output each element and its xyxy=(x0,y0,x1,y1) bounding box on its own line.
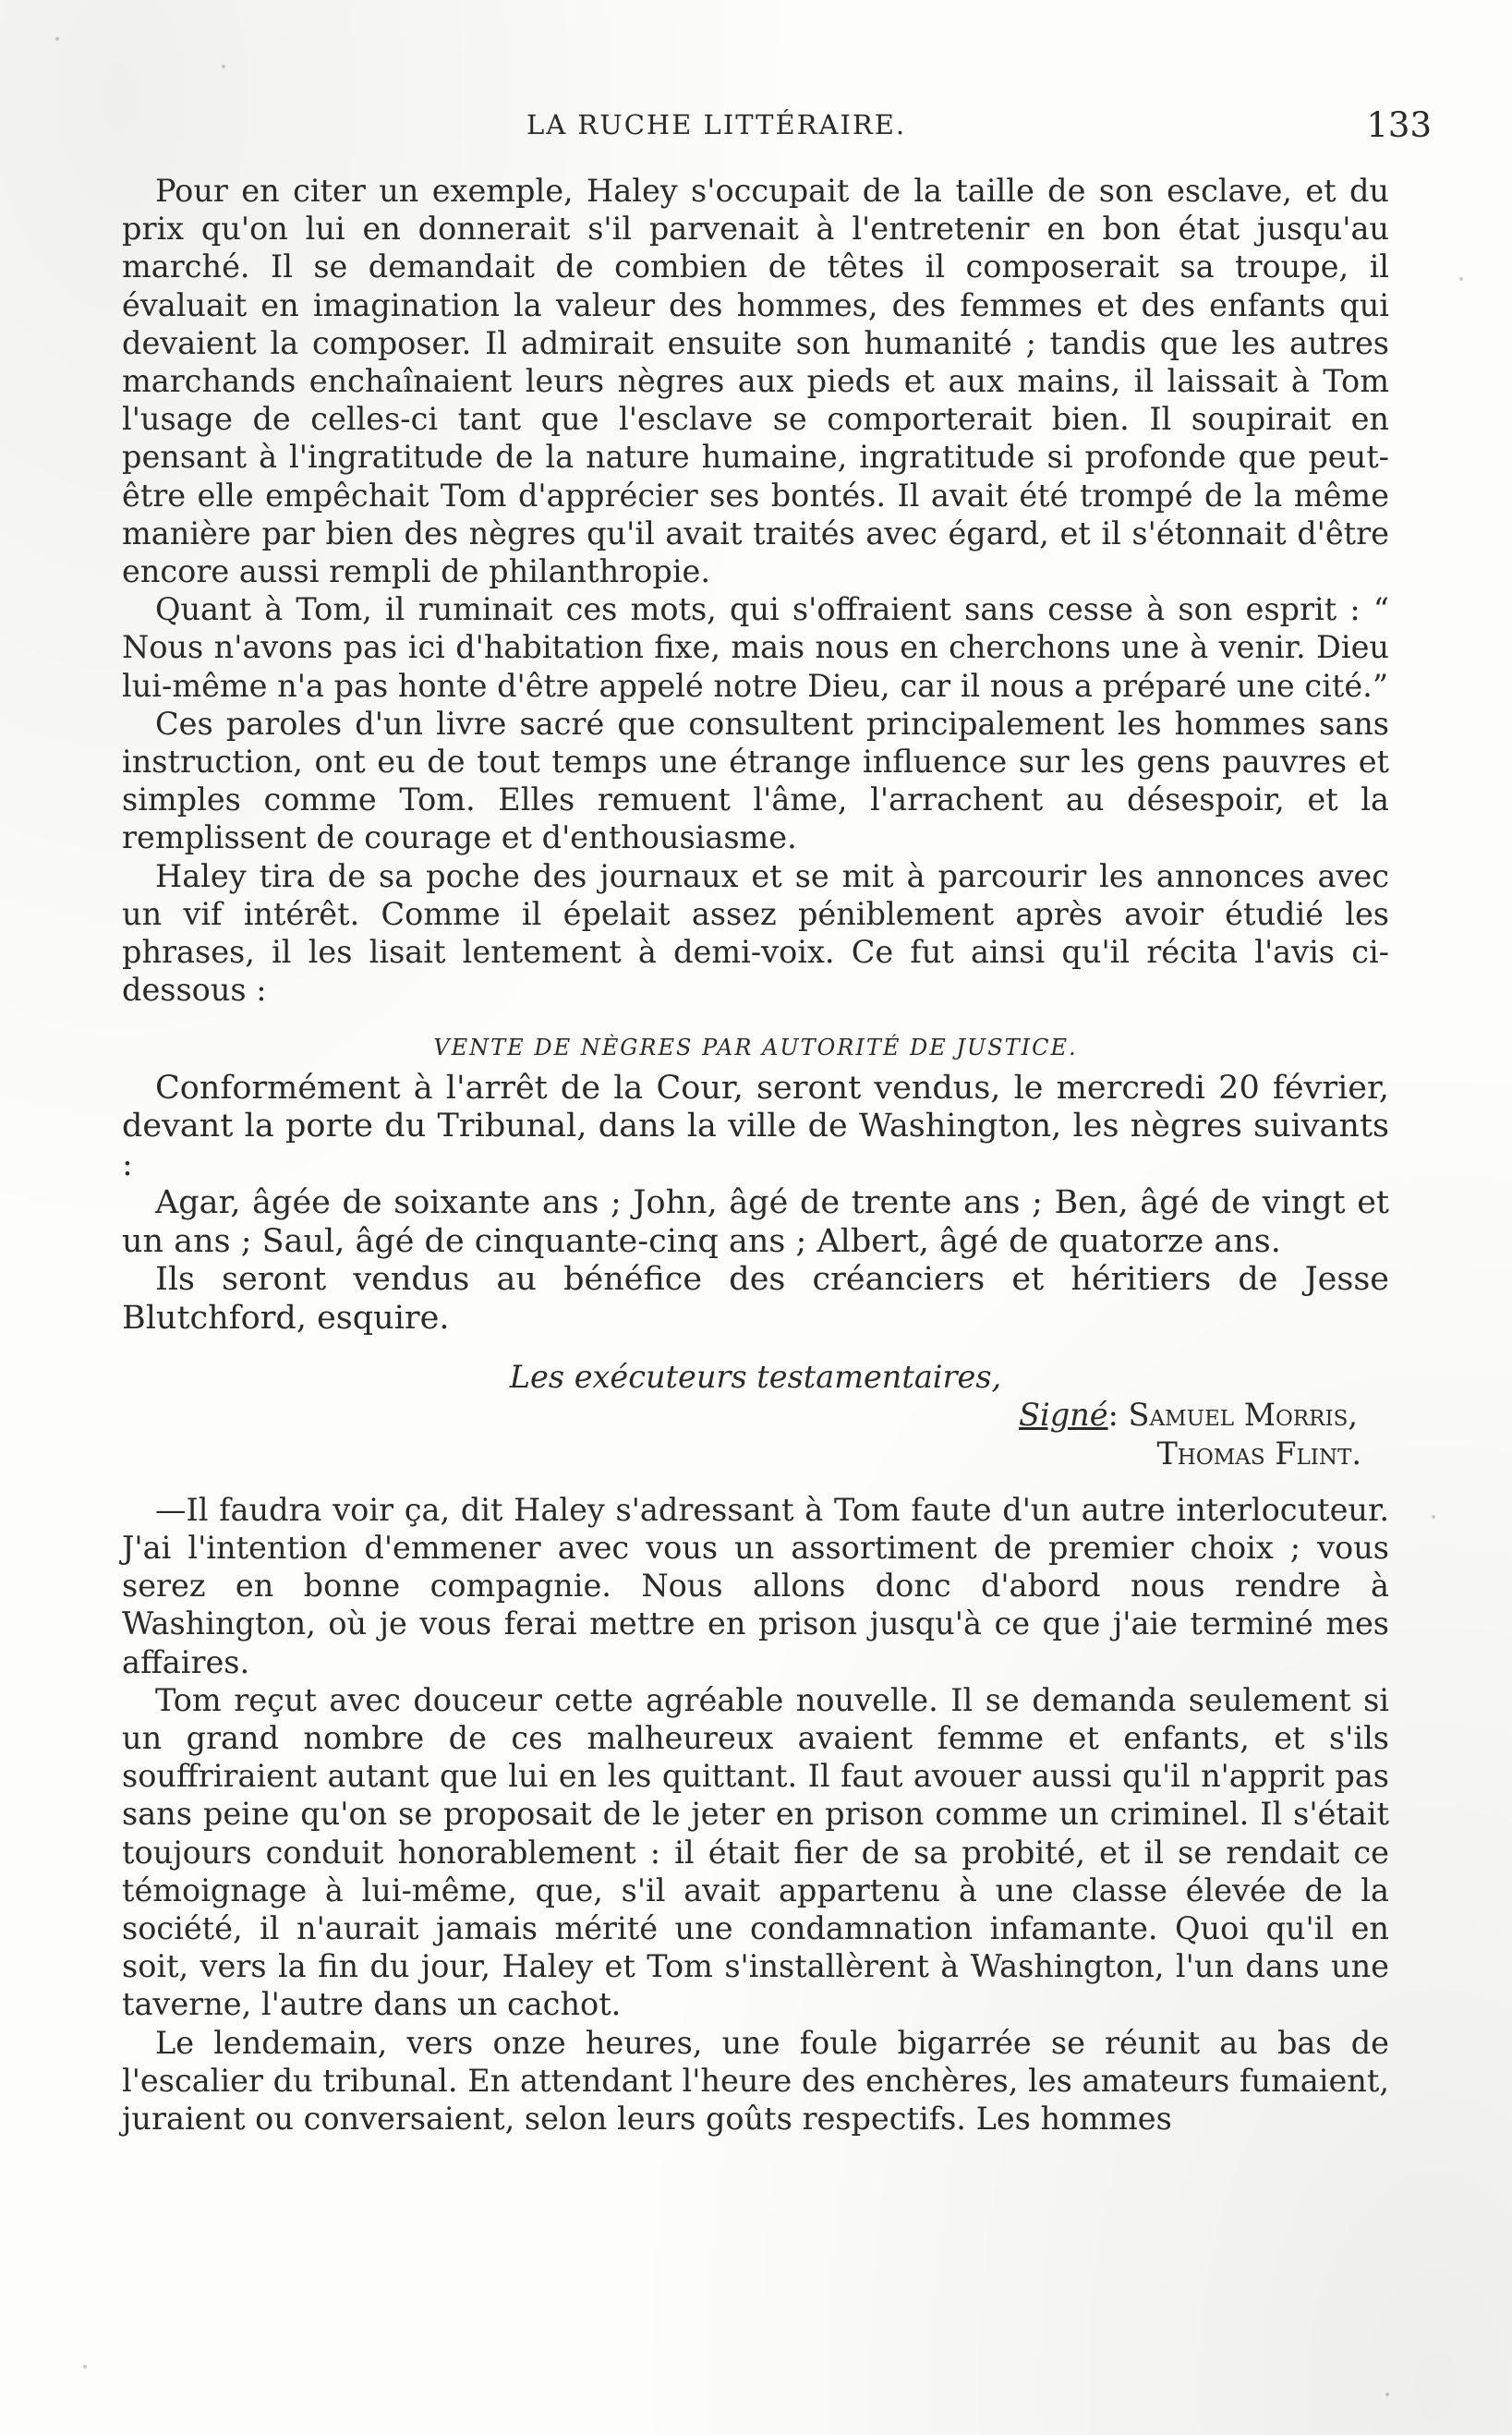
page-number: 133 xyxy=(1366,105,1432,145)
paragraph: Ces paroles d'un livre sacré que consultent principalement les hommes sans instruction, ont eu de tout temps une étrange influence sur les gens pauvres et simples comme Tom. Elles remuent l'âme, l'arrachent au désespoir, et la remplissent de courage et d'enthousiasme. xyxy=(122,705,1389,856)
signed-label: Signé xyxy=(1019,1397,1108,1434)
signature-line: Signé: Samuel Morris, xyxy=(1019,1397,1358,1434)
paper-speck xyxy=(222,65,225,68)
page-header xyxy=(526,105,1432,155)
paragraph: Le lendemain, vers onze heures, une foule bigarrée se réunit au bas de l'escalier du tribunal. En attendant l'heure des enchères, les amateurs fumaient, juraient ou conversaient, selon leurs goûts respectifs. Les hommes xyxy=(122,2024,1389,2138)
paragraph: Pour en citer un exemple, Haley s'occupait de la taille de son esclave, et du prix qu'on lui en donnerait s'il parvenait à l'entretenir en bon état jusqu'au marché. Il se demandait de combien de têtes il composerait sa troupe, il évaluait en imagination la valeur des hommes, des femmes et des enfants qui devaient la composer. Il admirait ensuite son humanité ; tandis que les autres marchands enchaînaient leurs nègres aux pieds et aux mains, il laissait à Tom l'usage de celles-ci tant que l'esclave se comporterait bien. Il soupirait en pensant à l'ingratitude de la nature humaine, ingratitude si profonde que peut-être elle empêchait Tom d'apprécier ses bontés. Il avait été trompé de la même manière par bien des nègres qu'il avait traités avec égard, et il s'étonnait d'être encore aussi rempli de philanthropie. xyxy=(122,173,1389,590)
paragraph: Haley tira de sa poche des journaux et se mit à parcourir les annonces avec un vif intérêt. Comme il épelait assez péniblement après avoir étudié les phrases, il les lisait lentement à demi-voix. Ce fut ainsi qu'il récita l'avis ci-dessous : xyxy=(122,857,1389,1009)
body-text xyxy=(122,172,1389,2138)
paragraph: Quant à Tom, il ruminait ces mots, qui s'offraient sans cesse à son esprit : “ Nous n'avons pas ici d'habitation fixe, mais nous en cherchons une à venir. Dieu lui-même n'a pas honte d'être appelé notre Dieu, car il nous a préparé une cité.” xyxy=(122,591,1389,704)
paper-speck xyxy=(55,37,59,41)
paper-speck xyxy=(83,2365,87,2368)
running-title: LA RUCHE LITTÉRAIRE. xyxy=(526,109,907,140)
paper-speck xyxy=(1385,2393,1389,2396)
paper-speck xyxy=(1459,277,1463,281)
sale-notice-paragraph: Agar, âgée de soixante ans ; John, âgé de trente ans ; Ben, âgé de vingt et un ans ; Saul, âgé de cinquante-cinq ans ; Albert, âgé de quatorze ans. xyxy=(122,1184,1389,1260)
sale-notice-title: VENTE DE NÈGRES PAR AUTORITÉ DE JUSTICE. xyxy=(433,1035,1078,1061)
paper-speck xyxy=(1432,1515,1435,1519)
sale-notice-paragraph: Conformément à l'arrêt de la Cour, seront vendus, le mercredi 20 février, devant la porte du Tribunal, dans la ville de Washington, les nègres suivants : xyxy=(122,1069,1389,1183)
sale-notice-paragraph: Ils seront vendus au bénéfice des créanciers et héritiers de Jesse Blutchford, esquire. xyxy=(122,1261,1389,1337)
signature-name: Thomas Flint. xyxy=(1156,1435,1361,1472)
executors-line: Les exécuteurs testamentaires, xyxy=(509,1359,1002,1396)
paragraph: —Il faudra voir ça, dit Haley s'adressant à Tom faute d'un autre interlocuteur. J'ai l'intention d'emmener avec vous un assortiment de premier choix ; vous serez en bonne compagnie. Nous allons donc d'abord nous rendre à Washington, où je vous ferai mettre en prison jusqu'à ce que j'aie terminé mes affaires. xyxy=(122,1491,1389,1680)
signature-name: Samuel Morris, xyxy=(1128,1397,1358,1434)
paragraph: Tom reçut avec douceur cette agréable nouvelle. Il se demanda seulement si un grand nombre de ces malheureux avaient femme et enfants, et s'ils souffriraient autant que lui en les quittant. Il faut avouer aussi qu'il n'apprit pas sans peine qu'on se proposait de le jeter en prison comme un criminel. Il s'était toujours conduit honorablement : il était fier de sa probité, et il se rendait ce témoignage à lui-même, que, s'il avait appartenu à une classe élevée de la société, il n'aurait jamais mérité une condamnation infamante. Quoi qu'il en soit, vers la fin du jour, Haley et Tom s'installèrent à Washington, l'un dans une taverne, l'autre dans un cachot. xyxy=(122,1681,1389,2023)
